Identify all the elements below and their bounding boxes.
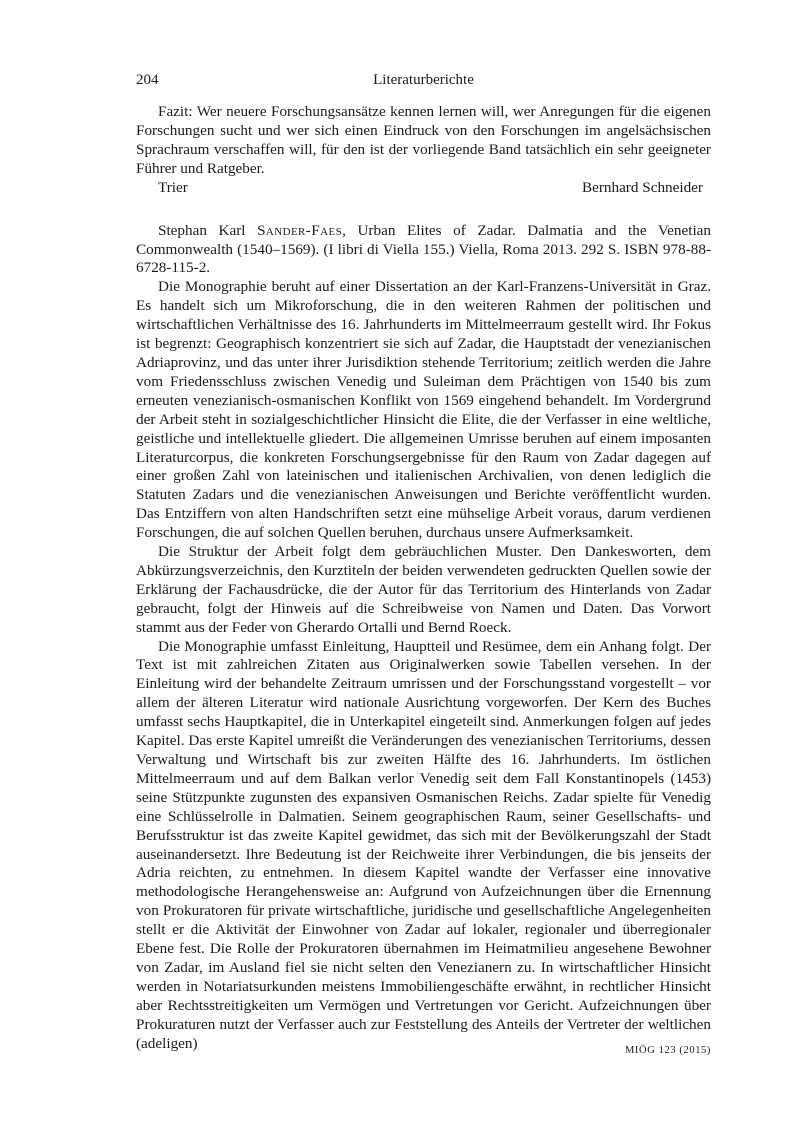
review-paragraph: Die Struktur der Arbeit folgt dem gebräuchlichen Muster. Den Dankesworten, dem Abkürzungsverzeichnis, den Kurztiteln der beiden verwendeten gedruckten Quellen sowie der Erklärung der Fachausdrücke, die der Autor für das Territorium des Hinterlands von Zadar gebraucht, folgt der Hinweis auf die Schreibweise von Namen und Daten. Das Vorwort stammt aus der Feder von Gherardo Ortalli und Bernd Roeck. [136,543,711,636]
review-author-last: Sander-Faes [257,221,343,239]
journal-footer: MIÖG 123 (2015) [625,1045,711,1056]
review-signature [136,179,711,198]
conclusion-paragraph: Fazit: Wer neuere Forschungsansätze kennen lernen will, wer Anregungen für die eigenen Forschungen sucht und wer sich einen Eindruck von den Forschungen im angelsächsischen Sprachraum verschaffen will, für den ist der vorliegende Band tatsächlich ein sehr geeigneter Führer und Ratgeber. [136,103,711,177]
review-author-first: Stephan Karl [158,221,246,239]
signature-place: Trier [158,178,188,196]
page-header [136,72,711,94]
review-citation: , Urban Elites of Zadar. Dalmatia and the Venetian Commonwealth (1540–1569). (I libri di Viella 155.) Viella, Roma 2013. 292 S. ISBN 978-88-6728-115-2. [136,221,711,277]
review-paragraph: Die Monographie umfasst Einleitung, Hauptteil und Resümee, dem ein Anhang folgt. Der Text ist mit zahlreichen Zitaten aus Originalwerken sowie Tabellen versehen. In der Einleitung wird der behandelte Zeitraum umrissen und der Forschungsstand vorgestellt – vor allem der älteren Literatur wird nationale Ausrichtung vorgeworfen. Der Kern des Buches umfasst sechs Hauptkapitel, die in Unterkapitel eingeteilt sind. Anmerkungen folgen auf jedes Kapitel. Das erste Kapitel umreißt die Veränderungen des venezianischen Territoriums, dessen Verwaltung und Wirtschaft bis zur zweiten Hälfte des 16. Jahrhunderts. Im östlichen Mittelmeerraum und auf dem Balkan verlor Venedig seit dem Fall Konstantinopels (1453) seine Stützpunkte zugunsten des expansiven Osmanischen Reichs. Zadar spielte für Venedig eine Schlüsselrolle in Dalmatien. Seinem geographischen Raum, seiner Gesellschafts- und Berufsstruktur ist das zweite Kapitel gewidmet, das sich mit der Bevölkerungszahl der Stadt auseinandersetzt. Ihre Bedeutung ist der Reichweite ihrer Verbindungen, die bis jenseits der Adria reichten, zu entnehmen. In diesem Kapitel wandte der Verfasser eine innovative methodologische Herangehensweise an: Aufgrund von Aufzeichnungen über die Ernennung von Prokuratoren für private wirtschaftliche, juridische und gesellschaftliche Angelegenheiten stellt er die Aktivität der Einwohner von Zadar auf lokaler, regionaler und überregionaler Ebene fest. Die Rolle der Prokuratoren übernahmen im Heimatmilieu angesehene Bewohner von Zadar, im Ausland fiel sie nicht selten den Venezianern zu. In wirtschaftlicher Hinsicht werden in Notariatsurkunden meistens Immobiliengeschäfte erwähnt, in rechtlicher Hinsicht aber Rechtsstreitigkeiten um Vermögen und Vertretungen vor Gericht. Aufzeichnungen über Prokuraturen nutzt der Verfasser auch zur Feststellung des Anteils der Vertreter der weltlichen (adeligen) [136,637,711,1052]
review-bibliographic-heading [136,222,711,279]
article-body [136,103,711,1054]
page-number: 204 [136,72,159,88]
running-title: Literaturberichte [373,72,474,88]
review-paragraph: Die Monographie beruht auf einer Dissertation an der Karl-Franzens-Universität in Graz. Es handelt sich um Mikroforschung, die in den weiteren Rahmen der politischen und wirtschaftlichen Verhältnisse des 16. Jahrhunderts im Mittelmeerraum gestellt wird. Ihr Fokus ist begrenzt: Geographisch konzentriert sie sich auf Zadar, die Hauptstadt der venezianischen Adriaprovinz, und das unter ihrer Jurisdiktion stehende Territorium; zeitlich werden die Jahre vom Friedensschluss zwischen Venedig und Suleiman dem Prächtigen von 1540 bis zum erneuten venezianisch-osmanischen Konflikt von 1569 eingehend behandelt. Im Vordergrund der Arbeit steht in sozialgeschichtlicher Hinsicht die Elite, die der Verfasser in eine weltliche, geistliche und intellektuelle gliedert. Die allgemeinen Umrisse beruhen auf einem imposanten Literaturcorpus, die konkreten Forschungsergebnisse für den Raum von Zadar dagegen auf einer großen Zahl von lateinischen und italienischen Archivalien, von denen lediglich die Statuten Zadars und die venezianischen Anweisungen und Berichte veröffentlicht wurden. Das Entziffern von alten Handschriften setzt eine mühselige Arbeit voraus, darum verdienen Forschungen, die auf solchen Quellen beruhen, durchaus unsere Aufmerksamkeit. [136,278,711,542]
signature-author: Bernhard Schneider [581,178,703,196]
